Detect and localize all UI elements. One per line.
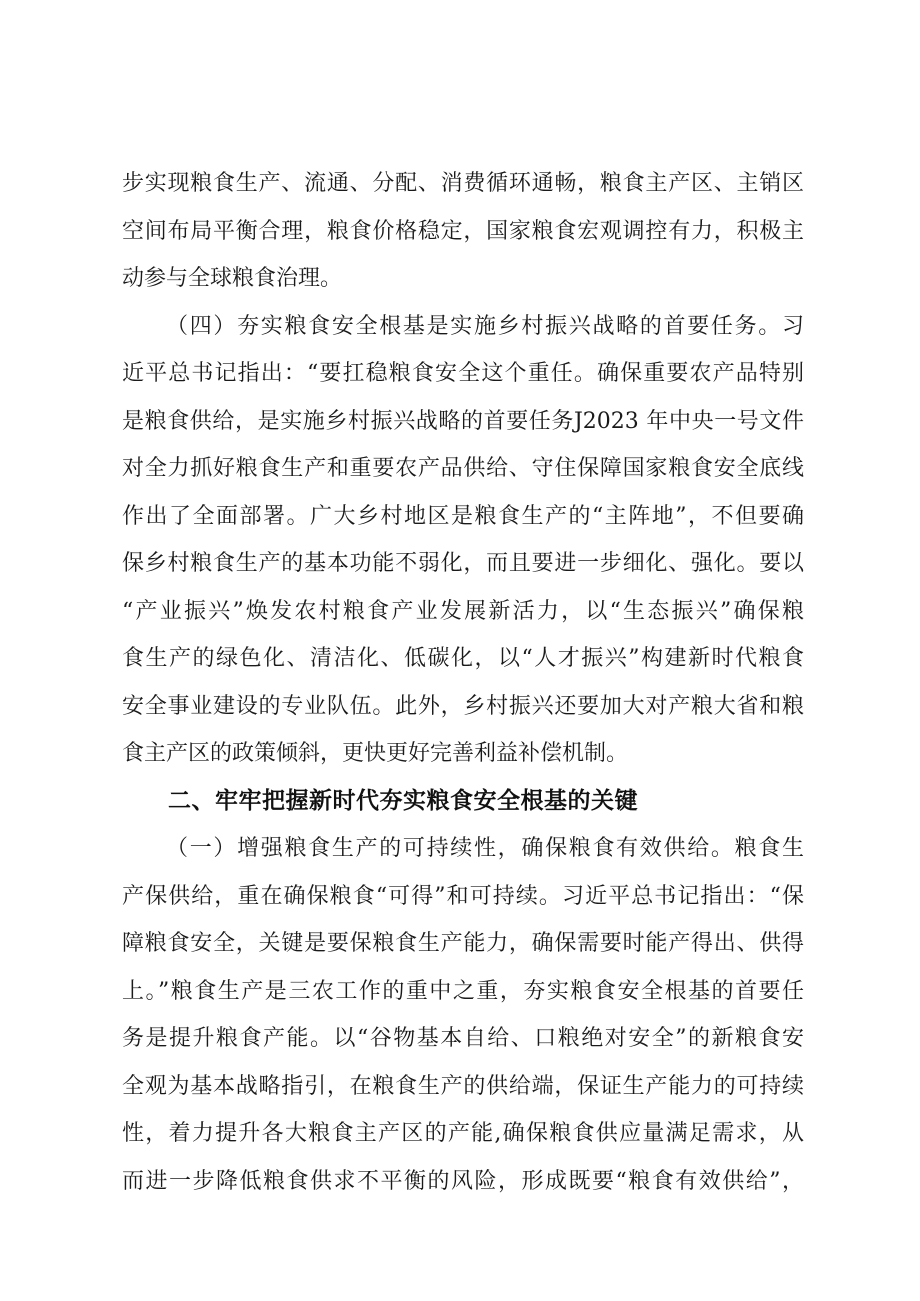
text-line: 产保供给，重在确保粮食“可得”和可持续。习近平总书记指出：“保	[122, 883, 804, 909]
text-line: 全观为基本战略指引，在粮食生产的供给端，保证生产能力的可持续	[122, 1073, 804, 1099]
text-line: （一）增强粮食生产的可持续性，确保粮食有效供给。粮食生	[166, 836, 804, 861]
text-line: 动参与全球粮食治理。	[122, 266, 343, 291]
paragraph-section-four	[122, 303, 804, 778]
text-line: 食生产的绿色化、清洁化、低碳化，以“人才振兴”构建新时代粮食	[122, 646, 804, 671]
text-line: 性，着力提升各大粮食主产区的产能,确保粮食供应量满足需求，从	[122, 1121, 804, 1146]
paragraph-continuation	[122, 160, 804, 303]
heading-text: 二、牢牢把握新时代夯实粮食安全根基的关键	[168, 787, 638, 814]
text-line: 务是提升粮食产能。以“谷物基本自给、口粮绝对安全”的新粮食安	[122, 1026, 804, 1051]
text-line: 空间布局平衡合理，粮食价格稳定，国家粮食宏观调控有力，积极主	[122, 218, 804, 244]
section-heading	[122, 778, 804, 826]
text-line: 上。”粮食生产是三农工作的重中之重，夯实粮食安全根基的首要任	[122, 978, 804, 1004]
text-line: 对全力抓好粮食生产和重要农产品供给、守住保障国家粮食安全底线	[122, 456, 804, 481]
text-line: 食主产区的政策倾斜，更快更好完善利益补偿机制。	[122, 741, 629, 766]
text-line: 安全事业建设的专业队伍。此外，乡村振兴还要加大对产粮大省和粮	[122, 693, 804, 719]
document-body	[122, 160, 804, 1205]
text-line: 近平总书记指出：“要扛稳粮食安全这个重任。确保重要农产品特别	[122, 361, 804, 386]
text-line: 障粮食安全，关键是要保粮食生产能力，确保需要时能产得出、供得	[122, 931, 804, 956]
text-line: “产业振兴”焕发农村粮食产业发展新活力，以“生态振兴”确保粮	[122, 598, 804, 624]
text-line: （四）夯实粮食安全根基是实施乡村振兴战略的首要任务。习	[166, 313, 804, 339]
text-line: 是粮食供给，是实施乡村振兴战略的首要任务J2023 年中央一号文件	[122, 408, 804, 434]
paragraph-section-one	[122, 825, 804, 1205]
text-line: 而进一步降低粮食供求不平衡的风险，形成既要“粮食有效供给”，	[122, 1168, 804, 1194]
text-line: 保乡村粮食生产的基本功能不弱化，而且要进一步细化、强化。要以	[122, 551, 804, 576]
text-line: 步实现粮食生产、流通、分配、消费循环通畅，粮食主产区、主销区	[122, 171, 804, 196]
text-line: 作出了全面部署。广大乡村地区是粮食生产的“主阵地”，不但要确	[122, 503, 804, 529]
